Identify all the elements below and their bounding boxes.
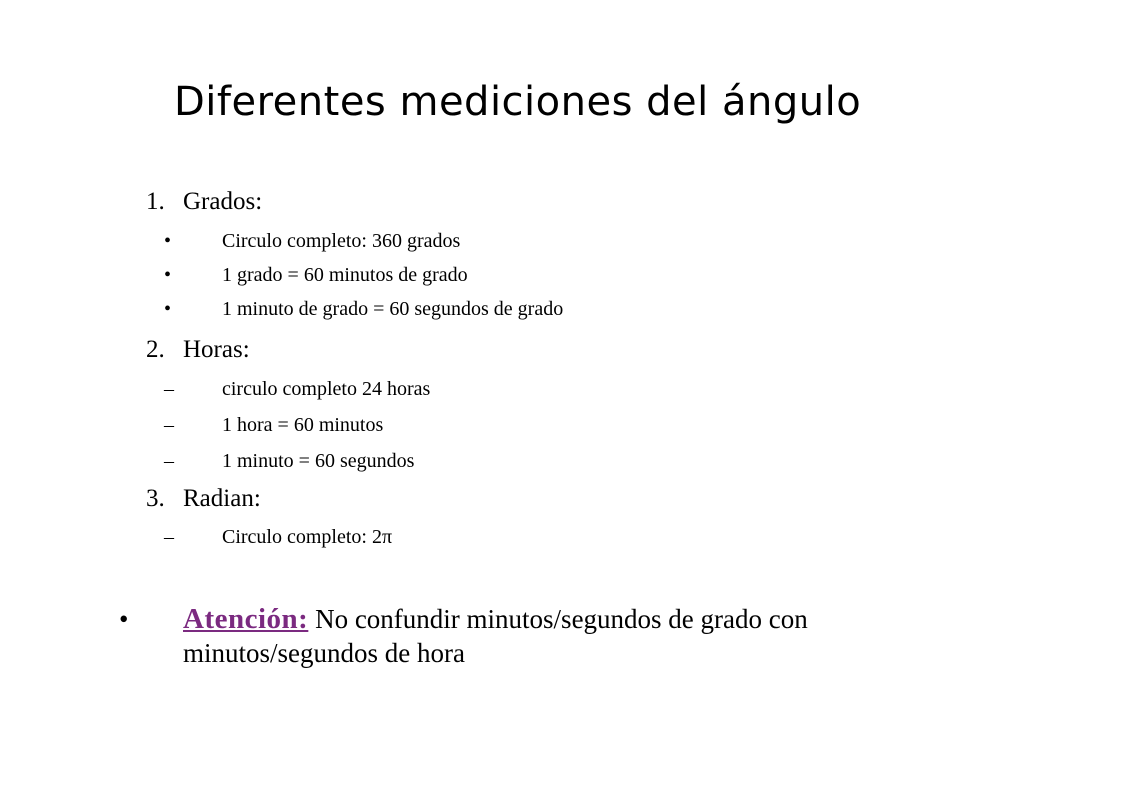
- list-item-text: Circulo completo: 2π: [222, 526, 393, 548]
- list-item-text: 1 minuto de grado = 60 segundos de grado: [222, 298, 564, 320]
- list-number: 2.: [146, 336, 165, 363]
- bullet-icon: •: [164, 230, 172, 252]
- list-number: 3.: [146, 485, 165, 512]
- list-item-text: 1 grado = 60 minutos de grado: [222, 264, 468, 286]
- attention-note-text: [183, 602, 943, 670]
- section-heading: Radian:: [183, 485, 261, 512]
- slide-title: Diferentes mediciones del ángulo: [174, 79, 862, 125]
- list-item-text: 1 hora = 60 minutos: [222, 414, 384, 436]
- bullet-icon: •: [164, 298, 172, 320]
- list-item-text: Circulo completo: 360 grados: [222, 230, 461, 252]
- attention-label: Atención:: [183, 603, 309, 635]
- section-heading: Grados:: [183, 188, 263, 215]
- list-item-text: circulo completo 24 horas: [222, 378, 431, 400]
- bullet-icon: •: [119, 604, 129, 634]
- attention-message: No confundir minutos/segundos de grado con minutos/segundos de hora: [183, 604, 808, 668]
- dash-icon: –: [164, 450, 174, 472]
- bullet-icon: •: [164, 264, 172, 286]
- dash-icon: –: [164, 526, 174, 548]
- dash-icon: –: [164, 378, 174, 400]
- list-item-text: 1 minuto = 60 segundos: [222, 450, 415, 472]
- dash-icon: –: [164, 414, 174, 436]
- list-number: 1.: [146, 188, 165, 215]
- section-heading: Horas:: [183, 336, 250, 363]
